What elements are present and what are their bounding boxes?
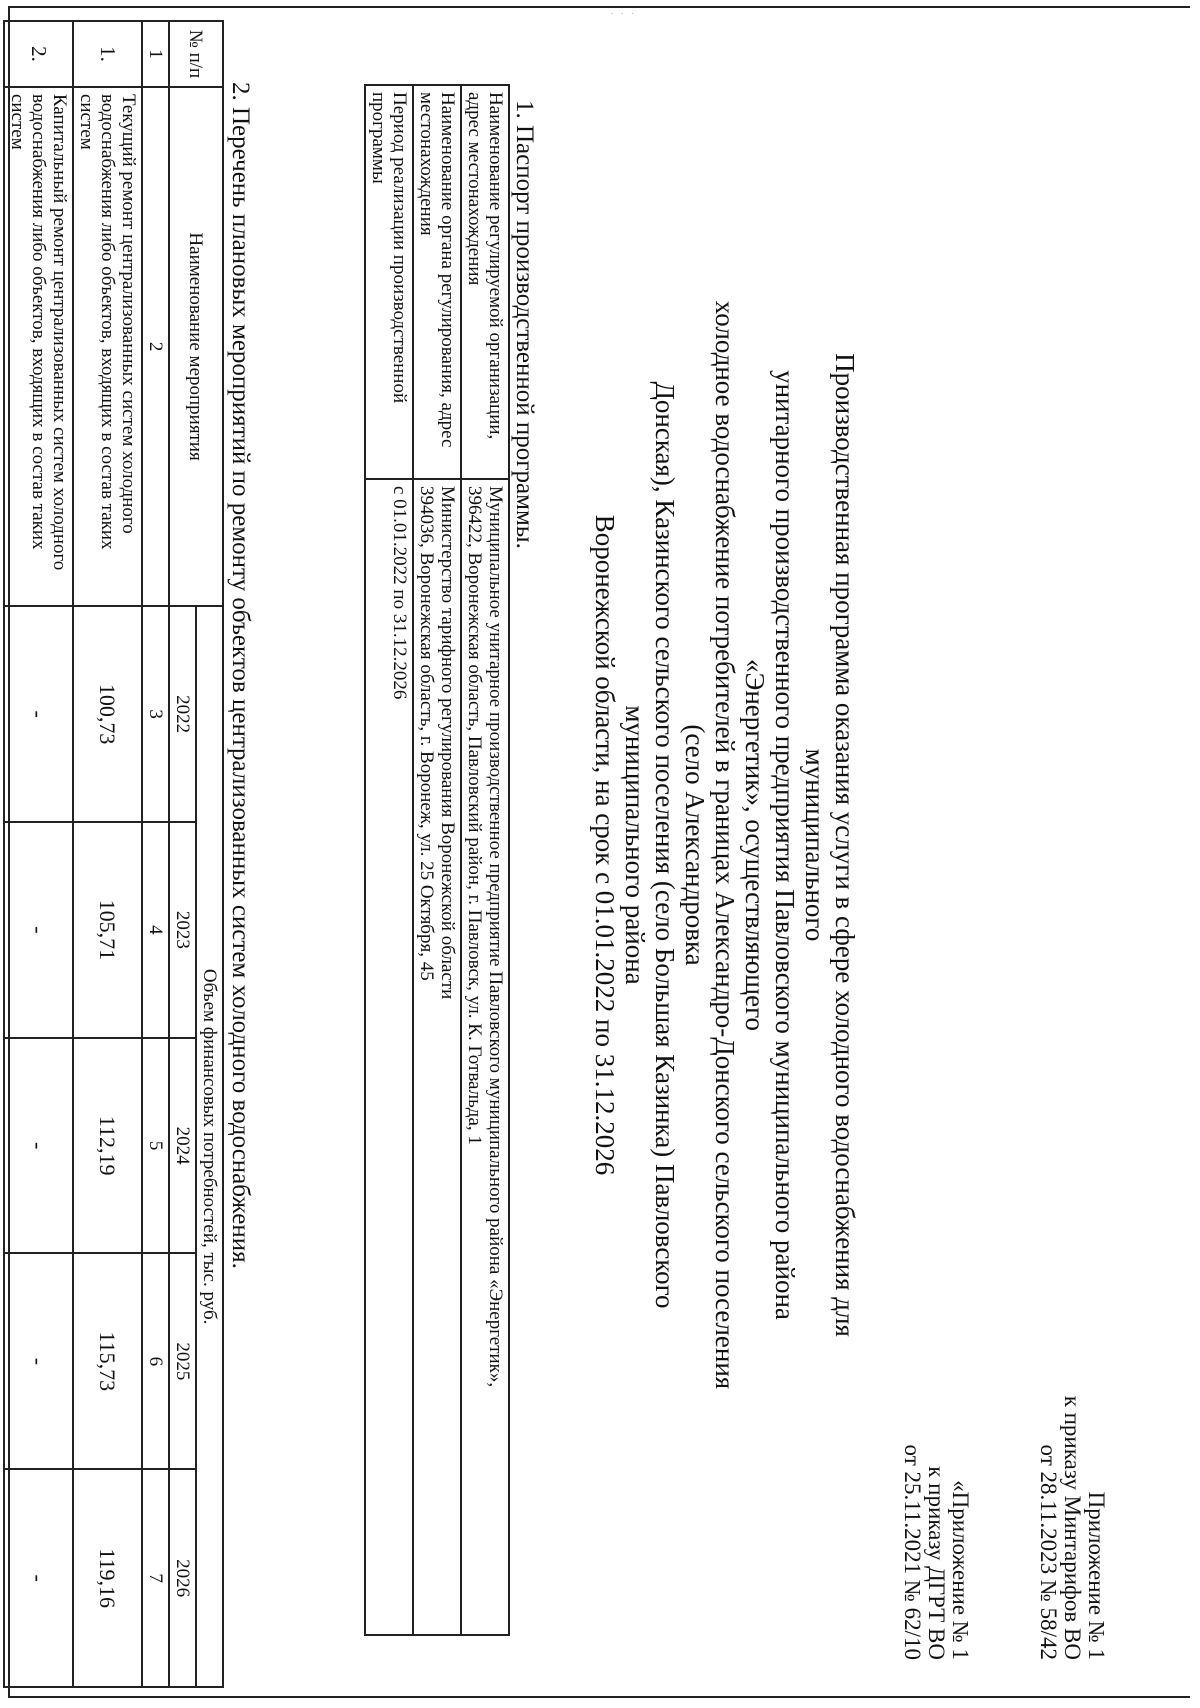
- title-line: Донская), Казинского сельского поселения (село Большая Казинка) Павловского муниципального района: [620, 381, 680, 1309]
- scan-artifact: · · ·: [610, 8, 637, 20]
- value-cell: -: [4, 822, 73, 1038]
- appendix-line: от 28.11.2023 № 58/42: [1036, 1444, 1061, 1660]
- value-cell: 119,16: [73, 1469, 142, 1687]
- appendix-line: к приказу ДГРТ ВО: [924, 1466, 949, 1660]
- table-header-row: [196, 21, 223, 1687]
- col-header-volume: Объем финансовых потребностей, тыс. руб.: [196, 606, 223, 1687]
- passport-value-line: Министерство тарифного регулирования Воронежской области: [437, 486, 458, 1000]
- passport-heading: 1. Паспорт производственной программы.: [511, 100, 538, 549]
- column-index-row: [142, 21, 169, 1687]
- activity-name: Капитальный ремонт централизованных систем холодного водоснабжения либо объектов, входящих в состав таких систем: [4, 87, 73, 606]
- column-index: 6: [142, 1253, 169, 1469]
- appendix-line: Приложение № 1: [1084, 1491, 1109, 1660]
- value-cell: -: [4, 606, 73, 822]
- column-index: 2: [142, 87, 169, 606]
- col-header-number: № п/п: [169, 21, 223, 87]
- plan-table: [3, 20, 224, 1688]
- appendix-line: к приказу Минтарифов ВО: [1060, 1395, 1085, 1660]
- column-index: 4: [142, 822, 169, 1038]
- document-title: [590, 300, 860, 1390]
- value-cell: 100,73: [73, 606, 142, 822]
- passport-table: [364, 84, 510, 1636]
- col-header-year: 2026: [169, 1469, 196, 1687]
- value-cell: 112,19: [73, 1038, 142, 1254]
- passport-value: [461, 479, 509, 1635]
- table-row: [73, 21, 142, 1687]
- table-row: [413, 85, 461, 1635]
- plan-heading: 2. Перечень плановых мероприятий по ремонту объектов централизованных систем холодного водоснабжения.: [227, 82, 254, 1269]
- value-cell: 115,73: [73, 1253, 142, 1469]
- title-line: унитарного производственного предприятия Павловского муниципального района «Энергетик», осуществляющего: [740, 370, 800, 1320]
- appendix-line: «Приложение № 1: [948, 1480, 973, 1660]
- passport-value: с 01.01.2022 по 31.12.2026: [365, 479, 413, 1635]
- value-cell: -: [4, 1038, 73, 1254]
- value-cell: -: [4, 1253, 73, 1469]
- value-cell: -: [4, 1469, 73, 1687]
- passport-value: [413, 479, 461, 1635]
- row-number: 2.: [4, 21, 73, 87]
- activity-name: Текущий ремонт централизованных систем холодного водоснабжения либо объектов, входящих в состав таких систем: [73, 87, 142, 606]
- column-index: 3: [142, 606, 169, 822]
- appendix-note-current: [1036, 1396, 1108, 1660]
- passport-key: Период реализации производственной программы: [365, 85, 413, 479]
- table-row: [4, 21, 73, 1687]
- row-number: 1.: [73, 21, 142, 87]
- appendix-note-original: [900, 1445, 972, 1660]
- appendix-line: от 25.11.2021 № 62/10: [900, 1444, 925, 1660]
- passport-value-line: Муниципальное унитарное производственное предприятие Павловского муниципального района «Энергетик»,: [485, 486, 506, 1388]
- passport-value-line: 396422, Воронежская область, Павловский район, г. Павловск, ул. К. Готвальда, 1: [464, 486, 485, 1145]
- col-header-year: 2022: [169, 606, 196, 822]
- passport-key: Наименование регулируемой организации, адрес местонахождения: [461, 85, 509, 479]
- value-cell: 105,71: [73, 822, 142, 1038]
- column-index: 5: [142, 1038, 169, 1254]
- column-index: 1: [142, 21, 169, 87]
- title-line: Воронежской области, на срок с 01.01.2022 по 31.12.2026: [590, 514, 620, 1176]
- table-row: [461, 85, 509, 1635]
- passport-value-line: 394036, Воронежская область, г. Воронеж, ул. 25 Октября, 45: [416, 486, 437, 981]
- col-header-name: Наименование мероприятия: [169, 87, 223, 606]
- column-index: 7: [142, 1469, 169, 1687]
- col-header-year: 2023: [169, 822, 196, 1038]
- title-line: Производственная программа оказания услуги в сфере холодного водоснабжения для муниципального: [800, 353, 860, 1337]
- table-row: [365, 85, 413, 1635]
- col-header-year: 2025: [169, 1253, 196, 1469]
- col-header-year: 2024: [169, 1038, 196, 1254]
- title-line: холодное водоснабжение потребителей в границах Александро-Донского сельского поселения (село Александровка: [680, 300, 740, 1390]
- passport-key: Наименование органа регулирования, адрес местонахождения: [413, 85, 461, 479]
